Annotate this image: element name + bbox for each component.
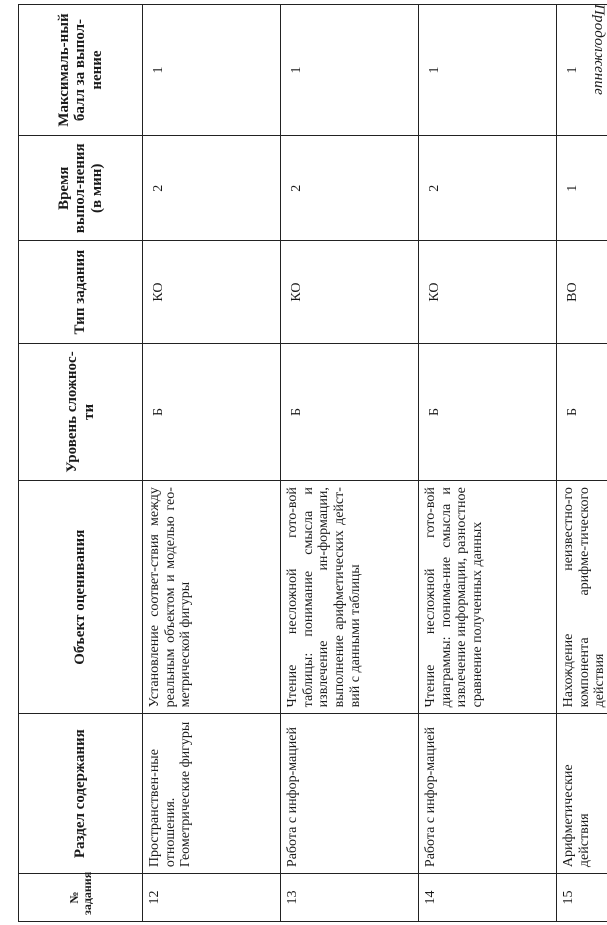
cell-object: Установление соответ-ствия между реальным объектом и моделью гео-метрической фигуры xyxy=(143,481,281,714)
cell-level: Б xyxy=(557,343,607,480)
cell-time: 2 xyxy=(419,136,557,241)
cell-task-number: 13 xyxy=(281,874,419,922)
header-object: Объект оценивания xyxy=(19,481,143,714)
cell-level: Б xyxy=(281,343,419,480)
table-row xyxy=(143,5,281,922)
continuation-caption: Продолжение xyxy=(591,4,607,96)
cell-section: Работа с инфор-мацией xyxy=(281,714,419,874)
cell-task-number: 15 xyxy=(557,874,607,922)
header-type: Тип задания xyxy=(19,241,143,343)
header-time: Время выпол-нения (в мин) xyxy=(19,136,143,241)
cell-task-number: 12 xyxy=(143,874,281,922)
table-row xyxy=(281,5,419,922)
cell-level: Б xyxy=(419,343,557,480)
cell-type: ВО xyxy=(557,241,607,343)
table-row xyxy=(419,5,557,922)
cell-section: Работа с инфор-мацией xyxy=(419,714,557,874)
table-row xyxy=(557,5,607,922)
assessment-table xyxy=(18,4,607,922)
header-section: Раздел содержания xyxy=(19,714,143,874)
cell-type: КО xyxy=(143,241,281,343)
cell-object: Чтение несложной гото-вой диаграммы: понима-ние смысла и извлечение информации, разностное сравнение полученных данных xyxy=(419,481,557,714)
header-task-number: № задания xyxy=(19,874,143,922)
cell-max-score: 1 xyxy=(557,5,607,136)
cell-time: 2 xyxy=(143,136,281,241)
cell-object: Чтение несложной гото-вой таблицы: понимание смысла и извлечение ин-формации, выполнение арифметических дейст-вий с данными таблицы xyxy=(281,481,419,714)
cell-task-number: 14 xyxy=(419,874,557,922)
header-max-score: Максималь-ный балл за выпол-нение xyxy=(19,5,143,136)
cell-time: 1 xyxy=(557,136,607,241)
cell-object: Нахождение неизвестно-го компонента арифме-тического действия xyxy=(557,481,607,714)
cell-type: КО xyxy=(419,241,557,343)
cell-max-score: 1 xyxy=(419,5,557,136)
header-row xyxy=(19,5,143,922)
cell-max-score: 1 xyxy=(143,5,281,136)
cell-max-score: 1 xyxy=(281,5,419,136)
cell-section: Пространствен-ные отношения. Геометрические фигуры xyxy=(143,714,281,874)
cell-type: КО xyxy=(281,241,419,343)
header-level: Уровень сложнос-ти xyxy=(19,343,143,480)
cell-time: 2 xyxy=(281,136,419,241)
cell-section: Арифметические действия xyxy=(557,714,607,874)
cell-level: Б xyxy=(143,343,281,480)
